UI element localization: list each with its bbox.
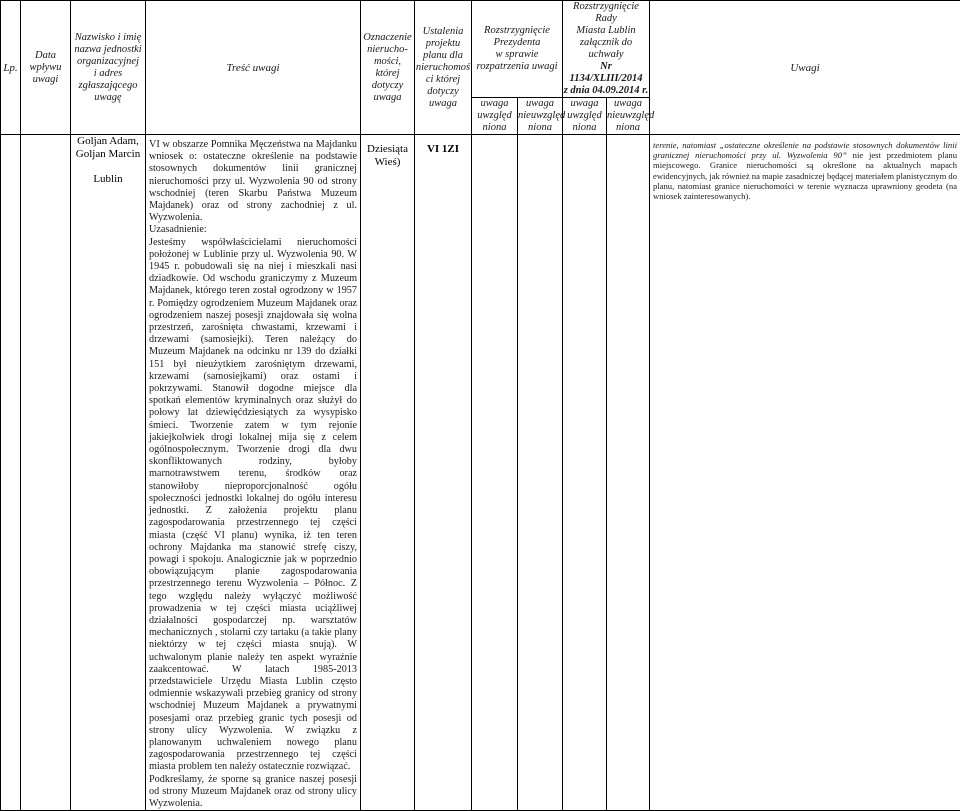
header-rada-uwzgledniona: uwaga uwzględ niona	[563, 98, 607, 135]
header-rozstrzygniecie-rady: Rozstrzygnięcie Rady Miasta Lublin załącznik do uchwały Nr 1134/XLIII/2014 z dnia 04.09.2014 r.	[563, 1, 650, 98]
cell-rada-nieuwzgledniona	[607, 135, 650, 811]
cell-content	[146, 135, 361, 811]
header-data-wplywu: Data wpływu uwagi	[21, 1, 71, 135]
header-lp: Lp.	[1, 1, 21, 135]
header-nazwisko: Nazwisko i imię nazwa jednostki organizacyjnej i adres zgłaszającego uwagę	[71, 1, 146, 135]
submitter-line: Lublin	[93, 173, 122, 185]
submitter-line: Goljan Marcin	[76, 148, 140, 160]
remarks-text	[653, 140, 957, 201]
header-prezydent-uwzgledniona: uwaga uwzględ niona	[472, 98, 518, 135]
header-ustalenia: Ustalenia projektu planu dla nieruchomoś ci której dotyczy uwaga	[415, 1, 472, 135]
cell-rada-uwzgledniona	[563, 135, 607, 811]
remarks-italic: terenie, natomiast „ostateczne określenie na podstawie stosownych dokumentów linii granicznej nieruchomości przy ul. Wyzwolenia 90”	[653, 140, 957, 160]
header-tresc: Treść uwagi	[146, 1, 361, 135]
cell-prezydent-uwzgledniona	[472, 135, 518, 811]
header-rozstrzygniecie-prezydenta: Rozstrzygnięcie Prezydenta w sprawie rozpatrzenia uwagi	[472, 1, 563, 98]
header-row	[1, 1, 960, 98]
header-rada-nieuwzgledniona: uwaga nieuwzględ niona	[607, 98, 650, 135]
cell-submitter	[71, 135, 146, 811]
cell-data	[21, 135, 71, 811]
table-row	[1, 135, 960, 811]
cell-remarks	[650, 135, 960, 811]
cell-ustalenia: VI 1ZI	[415, 135, 472, 811]
header-oznaczenie: Oznaczenie nierucho- mości, której dotyczy uwaga	[361, 1, 415, 135]
content-paragraph: VI w obszarze Pomnika Męczeństwa na Majdanku wniosek o: ostateczne określenie na podstawie stosownych dokumentów linii granicznej nieruchomości przy ul. Wyzwolenia 90 od strony wschodniej (teren Skarbu Państwa Muzeum Majdanek) oraz od strony zachodniej z ul. Wyzwolenia.	[149, 139, 357, 224]
content-paragraph: Uzasadnienie:	[149, 224, 357, 236]
content-paragraph: Jesteśmy współwłaścicielami nieruchomości położonej w Lublinie przy ul. Wyzwolenia 90. W 1945 r. pobudowali się na niej i mieszkali nasi dziadkowie. Od wschodu graniczymy z Muzeum Majdanek, którego teren został ogrodzony w 1957 r. Pomiędzy ogrodzeniem Muzeum Majdanek oraz ogrodzeniem naszej posesji znajdowała się wolna przestrzeń, zarośnięta chwastami, krzewami i drzewami (samosiejki). Teren należący do Muzeum Majdanek na odcinku nr 139 do działki 151 był nieużytkiem zarośniętym drzewami, krzewami (samosiejkami) oraz ostami i pokrzywami. Stanowił dogodne miejsce dla spotkań elementów kryminalnych oraz służył do połowy lat dziewięćdziesiątych za wysypisko śmieci. Tworzenie zatem w tym rejonie jakiejkolwiek drogi lokalnej mija się z celem ogólnospołecznym. Tworzenie drogi dla dwu skonfliktowanych rodziny, byłoby marnotrawstwem terenu, środków oraz stanowiłoby nieproporcjonalność ogółu społeczności jednostki lokalnej do ogółu interesu jednostki. Z założenia projektu planu zagospodarowania przestrzennego tej części miasta (część VI planu) wynika, iż ten teren ochrony Majdanka ma stanowić strefę ciszy, powagi i spokoju. Analogicznie jak w poprzednio obowiązującym planie zagospodarowania przestrzennego terenu Wyzwolenia – Północ. Z tego względu należy wyłączyć możliwość prowadzenia w tej części miasta uciążliwej działalności gospodarczej np. warsztatów mechanicznych , stolarni czy tartaku (a takie plany niektórzy w tej części miasta snują). W uchwalonym planie należy ten aspekt wyraźnie zaakcentować. W latach 1985-2013 przedstawiciele Urzędu Miasta Lublin często odmiennie wskazywali przebieg granicy od strony wschodniej Muzeum Majdanek a prywatnymi posesjami oraz przebieg granic tych posesji od strony ulicy Wyzwolenia. W związku z planowanym uchwaleniem nowego planu zagospodarowania przestrzennego tej części miasta problem ten należy ostatecznie rozwiązać.	[149, 237, 357, 774]
content-paragraph: Podkreślamy, że sporne są granice naszej posesji od strony Muzeum Majdanek oraz od strony ulicy Wyzwolenia.	[149, 774, 357, 811]
header-uwagi: Uwagi	[650, 1, 960, 135]
submitter-line: Goljan Adam,	[77, 135, 139, 147]
cell-prezydent-nieuwzgledniona	[518, 135, 563, 811]
cell-lp	[1, 135, 21, 811]
remarks-normal: nie jest przedmiotem planu miejscowego. Granice nieruchomości są określone na aktualnych mapach ewidencyjnych, jak również na mapie zasadniczej będącej materiałem planistycznym do planu, natomiast granice nieruchomości w terenie wyznacza uprawniony geodeta (na wniosek zainteresowanych).	[653, 150, 957, 201]
cell-oznaczenie: Dziesiąta Wieś)	[361, 135, 415, 811]
header-prezydent-nieuwzgledniona: uwaga nieuwzględ niona	[518, 98, 563, 135]
